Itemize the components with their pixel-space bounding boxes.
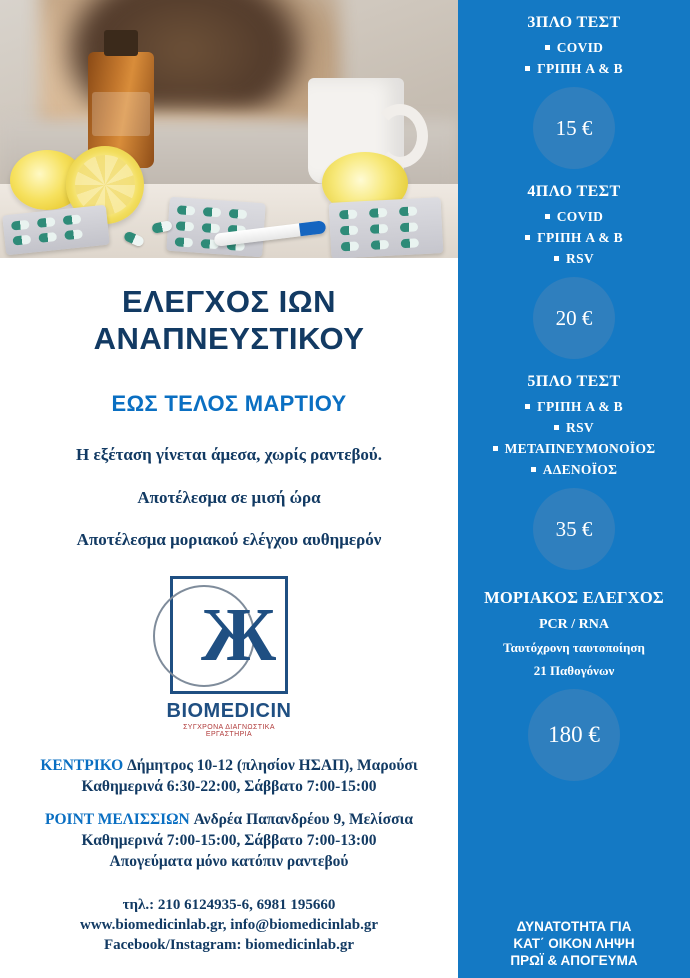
bullet-square-icon — [525, 235, 530, 240]
offer-period: ΕΩΣ ΤΕΛΟΣ ΜΑΡΤΙΟΥ — [111, 391, 347, 417]
price-badge: 180 € — [528, 689, 620, 781]
package-title: 5ΠΛΟ ΤΕΣΤ — [527, 373, 621, 390]
bullet-square-icon — [545, 45, 550, 50]
bullet-square-icon — [525, 404, 530, 409]
package-items — [458, 209, 690, 267]
package-item-label: ΓΡΙΠΗ A & B — [537, 230, 623, 245]
package-item — [458, 61, 690, 77]
price-badge: 35 € — [533, 488, 615, 570]
package-item — [458, 441, 690, 457]
package-item — [458, 230, 690, 246]
package-quad — [458, 169, 690, 359]
branch-line — [9, 756, 449, 777]
price-badge: 15 € — [533, 87, 615, 169]
package-title: 4ΠΛΟ ΤΕΣΤ — [527, 183, 621, 200]
logo-frame — [170, 576, 288, 694]
package-item — [458, 399, 690, 415]
package-penta — [458, 359, 690, 570]
package-item — [458, 251, 690, 267]
branch-note: Απογεύματα μόνο κατόπιν ραντεβού — [109, 853, 349, 871]
package-item — [458, 40, 690, 56]
home-visit-line-1: ΔΥΝΑΤΟΤΗΤΑ ΓΙΑ — [516, 919, 632, 935]
pill-blister-right — [329, 197, 444, 258]
branch-hours: Καθημερινά 7:00-15:00, Σάββατο 7:00-13:00 — [81, 832, 377, 850]
benefits-list — [76, 445, 382, 572]
benefit-item-2: Αποτέλεσμα σε μισή ώρα — [137, 487, 321, 507]
pill-blister-center — [166, 197, 266, 258]
branch-item — [9, 810, 449, 873]
contact-social[interactable]: Facebook/Instagram: biomedicinlab.gr — [103, 937, 354, 954]
price-badge: 20 € — [533, 277, 615, 359]
package-item-label: ΜΕΤΑΠΝΕΥΜΟΝΟΪΟΣ — [504, 441, 656, 456]
package-title: 3ΠΛΟ ΤΕΣΤ — [527, 14, 621, 31]
package-item-label: ΑΔΕΝΟΪΟΣ — [542, 462, 618, 477]
package-items — [458, 399, 690, 478]
right-column — [458, 0, 690, 978]
branch-item — [9, 756, 449, 798]
package-item-label: COVID — [556, 209, 604, 224]
package-item — [458, 462, 690, 478]
bullet-square-icon — [493, 446, 498, 451]
benefit-item-3: Αποτέλεσμα μοριακού ελέγχου αυθημερόν — [76, 529, 382, 549]
hero-image — [0, 0, 458, 258]
home-visit-line-2: ΚΑΤ΄ ΟΙΚΟΝ ΛΗΨΗ — [513, 936, 635, 952]
package-item-label: COVID — [556, 40, 604, 55]
package-item-label: ΓΡΙΠΗ A & B — [537, 61, 623, 76]
home-visit-note — [458, 919, 690, 970]
branch-street: Δήμητρος 10-12 (πλησίον ΗΣΑΠ), Μαρούσι — [127, 757, 418, 775]
company-logo — [164, 576, 294, 738]
contact-phone[interactable]: τηλ.: 210 6124935-6, 6981 195660 — [122, 896, 336, 913]
molecular-method: PCR / RNA — [539, 617, 609, 632]
package-item — [458, 209, 690, 225]
contact-web[interactable]: www.biomedicinlab.gr, info@biomedicinlab.gr — [79, 917, 378, 934]
branch-title: ΚΕΝΤΡΙΚΟ — [40, 757, 124, 775]
headline-line-1: ΕΛΕΓΧΟΣ ΙΩΝ — [121, 284, 337, 319]
home-visit-line-3: ΠΡΩΪ & ΑΠΟΓΕΥΜΑ — [510, 953, 638, 969]
package-item-label: RSV — [566, 420, 594, 435]
bullet-square-icon — [554, 425, 559, 430]
molecular-sub-1: Ταυτόχρονη ταυτοποίηση — [503, 640, 645, 655]
benefit-item-1: Η εξέταση γίνεται άμεσα, χωρίς ραντεβού. — [76, 445, 382, 465]
branch-title: POINT ΜΕΛΙΣΣΙΩΝ — [45, 811, 190, 829]
page-title — [94, 284, 365, 357]
package-item-label: RSV — [566, 251, 594, 266]
logo-company-name: BIOMEDICIN — [166, 700, 292, 723]
branch-list — [9, 756, 449, 885]
bullet-square-icon — [545, 214, 550, 219]
package-triple — [458, 0, 690, 169]
contact-info — [80, 895, 378, 956]
branch-street: Ανδρέα Παπανδρέου 9, Μελίσσια — [193, 811, 413, 829]
logo-glyph-icon: Ж — [201, 593, 277, 678]
branch-line — [9, 810, 449, 831]
bullet-square-icon — [525, 66, 530, 71]
bullet-square-icon — [531, 467, 536, 472]
bottle-label — [92, 92, 150, 136]
molecular-sub-2: 21 Παθογόνων — [533, 663, 615, 678]
package-items — [458, 40, 690, 77]
logo-tagline: ΣΥΓΧΡΟΝΑ ΔΙΑΓΝΩΣΤΙΚΑ ΕΡΓΑΣΤΗΡΙΑ — [183, 724, 275, 739]
package-item-label: ΓΡΙΠΗ A & B — [537, 399, 623, 414]
molecular-title: ΜΟΡΙΑΚΟΣ ΕΛΕΓΧΟΣ — [484, 588, 664, 607]
molecular-section — [458, 588, 690, 781]
package-item — [458, 420, 690, 436]
bullet-square-icon — [554, 256, 559, 261]
branch-hours: Καθημερινά 6:30-22:00, Σάββατο 7:00-15:00 — [81, 778, 377, 796]
headline-line-2: ΑΝΑΠΝΕΥΣΤΙΚΟΥ — [93, 320, 365, 356]
